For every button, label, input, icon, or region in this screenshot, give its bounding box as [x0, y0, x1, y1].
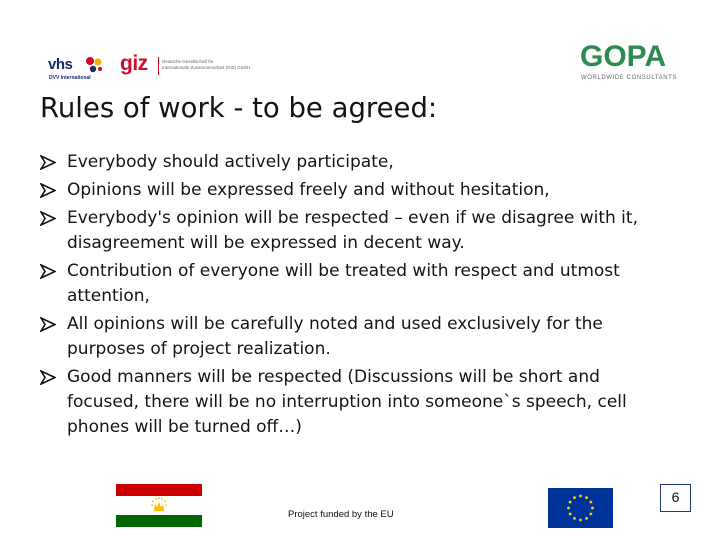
rules-list-item — [40, 206, 665, 256]
giz-logo-subtitle — [162, 59, 250, 71]
tajikistan-flag-red-band — [116, 484, 202, 496]
arrow-bullet-icon — [40, 211, 56, 226]
arrow-bullet-icon — [40, 264, 56, 279]
funding-note: Project funded by the EU — [288, 509, 394, 520]
slide-title: Rules of work - to be agreed: — [40, 92, 438, 124]
rules-list-item — [40, 312, 665, 362]
rules-list-item-text: Contribution of everyone will be treated with respect and utmost attention, — [67, 261, 620, 306]
rules-list-item-text: All opinions will be carefully noted and used exclusively for the purposes of project realization. — [67, 314, 603, 359]
rules-list-item — [40, 259, 665, 309]
rules-list — [40, 150, 665, 443]
gopa-logo-word: GOPA — [580, 40, 667, 73]
eu-stars-icon — [548, 488, 613, 528]
gopa-logo-tagline: WORLDWIDE CONSULTANTS — [581, 75, 678, 81]
vhs-dvv-logo — [48, 52, 106, 82]
rules-list-item-text: Everybody should actively participate, — [67, 152, 394, 172]
giz-logo-subtitle-line1: Deutsche Gesellschaft für — [162, 59, 214, 64]
arrow-bullet-icon — [40, 155, 56, 170]
giz-logo-subtitle-line2: Internationale Zusammenarbeit (GIZ) GmbH — [162, 65, 251, 70]
crown-and-stars-icon — [149, 496, 169, 515]
vhs-logo-subtitle: DVV International — [49, 75, 91, 81]
tajikistan-flag-icon — [116, 484, 202, 527]
vhs-logo-dots-icon — [84, 55, 104, 75]
tajikistan-flag-green-band — [116, 515, 202, 527]
arrow-bullet-icon — [40, 370, 56, 385]
arrow-bullet-icon — [40, 317, 56, 332]
rules-list-item — [40, 150, 665, 175]
page-number-box — [660, 484, 691, 512]
vhs-logo-word: vhs — [48, 56, 73, 73]
giz-logo-separator — [158, 57, 159, 75]
rules-list-item-text: Everybody's opinion will be respected – even if we disagree with it, disagreement will be expressed in decent way. — [67, 208, 638, 253]
page-number: 6 — [671, 489, 680, 505]
rules-list-item — [40, 178, 665, 203]
rules-list-item-text: Opinions will be expressed freely and without hesitation, — [67, 180, 550, 200]
rules-list-item-text: Good manners will be respected (Discussions will be short and focused, there will be no interruption into someone`s speech, cell phones will be turned off…) — [67, 367, 627, 437]
arrow-bullet-icon — [40, 183, 56, 198]
giz-logo — [120, 52, 251, 80]
gopa-logo — [578, 40, 678, 86]
eu-flag-icon — [548, 488, 613, 528]
rules-list-item — [40, 365, 665, 440]
giz-logo-word: giz — [120, 52, 148, 75]
